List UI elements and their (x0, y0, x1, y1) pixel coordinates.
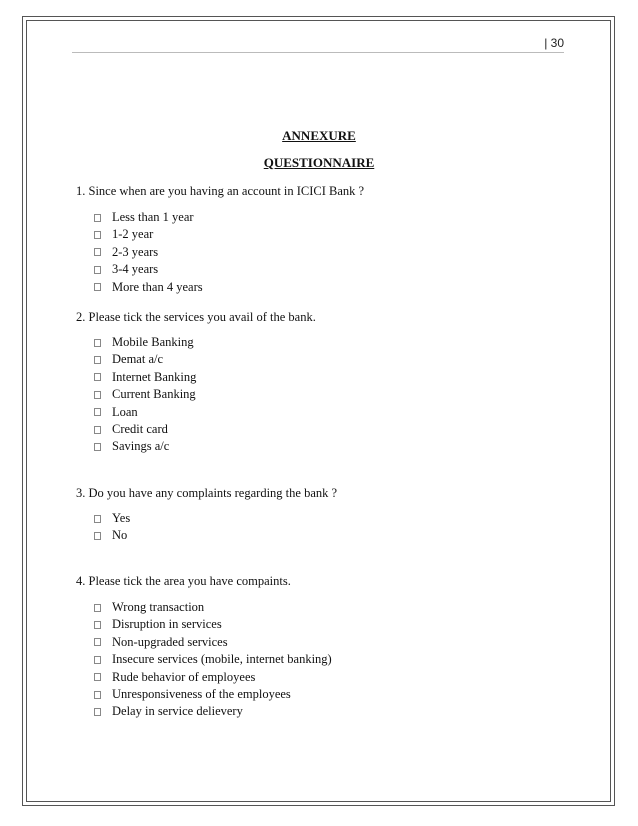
option-item[interactable] (94, 421, 196, 438)
option-item[interactable] (94, 616, 332, 633)
option-label: 1-2 year (112, 227, 154, 242)
checkbox-icon[interactable] (94, 621, 101, 629)
option-label: Insecure services (mobile, internet banking) (112, 652, 332, 667)
question-1: 1. Since when are you having an account in ICICI Bank ? (76, 184, 365, 198)
option-label: Loan (112, 404, 138, 419)
option-label: Unresponsiveness of the employees (112, 686, 291, 701)
option-item[interactable] (94, 261, 203, 278)
option-item[interactable] (94, 651, 332, 668)
checkbox-icon[interactable] (94, 391, 101, 399)
option-label: Demat a/c (112, 352, 164, 367)
option-item[interactable] (94, 209, 203, 226)
option-label: Savings a/c (112, 439, 170, 454)
checkbox-icon[interactable] (94, 408, 101, 416)
option-label: Less than 1 year (112, 210, 194, 224)
checkbox-icon[interactable] (94, 708, 101, 716)
option-item[interactable] (94, 279, 203, 296)
checkbox-icon[interactable] (94, 356, 101, 364)
option-label: Yes (112, 511, 131, 525)
questionnaire-heading: QUESTIONNAIRE (263, 155, 375, 170)
option-item[interactable] (94, 599, 332, 616)
option-item[interactable] (94, 527, 130, 544)
checkbox-icon[interactable] (94, 691, 101, 699)
checkbox-icon[interactable] (94, 339, 101, 347)
option-label: Mobile Banking (112, 335, 194, 349)
checkbox-icon[interactable] (94, 604, 101, 612)
option-label: Non-upgraded services (112, 634, 228, 649)
checkbox-icon[interactable] (94, 426, 101, 434)
option-item[interactable] (94, 510, 130, 527)
question-3-options (94, 510, 130, 545)
option-item[interactable] (94, 334, 196, 351)
option-label: More than 4 years (112, 279, 203, 294)
checkbox-icon[interactable] (94, 283, 101, 291)
header-divider (72, 52, 564, 53)
checkbox-icon[interactable] (94, 515, 101, 523)
option-label: Internet Banking (112, 369, 197, 384)
option-label: Rude behavior of employees (112, 669, 256, 684)
option-item[interactable] (94, 351, 196, 368)
option-label: No (112, 528, 128, 543)
checkbox-icon[interactable] (94, 443, 101, 451)
question-4: 4. Please tick the area you have compaints. (76, 574, 291, 588)
option-item[interactable] (94, 369, 196, 386)
checkbox-icon[interactable] (94, 673, 101, 681)
option-label: 3-4 years (112, 262, 159, 277)
option-label: Disruption in services (112, 617, 222, 632)
option-item[interactable] (94, 703, 332, 720)
question-2-options (94, 334, 196, 456)
option-label: Current Banking (112, 387, 196, 402)
option-label: 2-3 years (112, 244, 159, 259)
option-item[interactable] (94, 686, 332, 703)
option-item[interactable] (94, 386, 196, 403)
option-item[interactable] (94, 226, 203, 243)
checkbox-icon[interactable] (94, 532, 101, 540)
option-item[interactable] (94, 244, 203, 261)
checkbox-icon[interactable] (94, 266, 101, 274)
option-item[interactable] (94, 634, 332, 651)
option-item[interactable] (94, 404, 196, 421)
option-item[interactable] (94, 669, 332, 686)
option-label: Delay in service delievery (112, 704, 243, 719)
question-2: 2. Please tick the services you avail of the bank. (76, 310, 316, 324)
checkbox-icon[interactable] (94, 214, 101, 222)
question-1-options (94, 209, 203, 296)
question-3: 3. Do you have any complaints regarding the bank ? (76, 486, 338, 500)
page-number: | 30 (544, 36, 564, 50)
checkbox-icon[interactable] (94, 656, 101, 664)
checkbox-icon[interactable] (94, 373, 101, 381)
option-label: Wrong transaction (112, 600, 205, 614)
checkbox-icon[interactable] (94, 248, 101, 256)
question-4-options (94, 599, 332, 721)
option-item[interactable] (94, 438, 196, 455)
checkbox-icon[interactable] (94, 638, 101, 646)
annexure-heading: ANNEXURE (282, 128, 356, 143)
checkbox-icon[interactable] (94, 231, 101, 239)
option-label: Credit card (112, 421, 168, 436)
